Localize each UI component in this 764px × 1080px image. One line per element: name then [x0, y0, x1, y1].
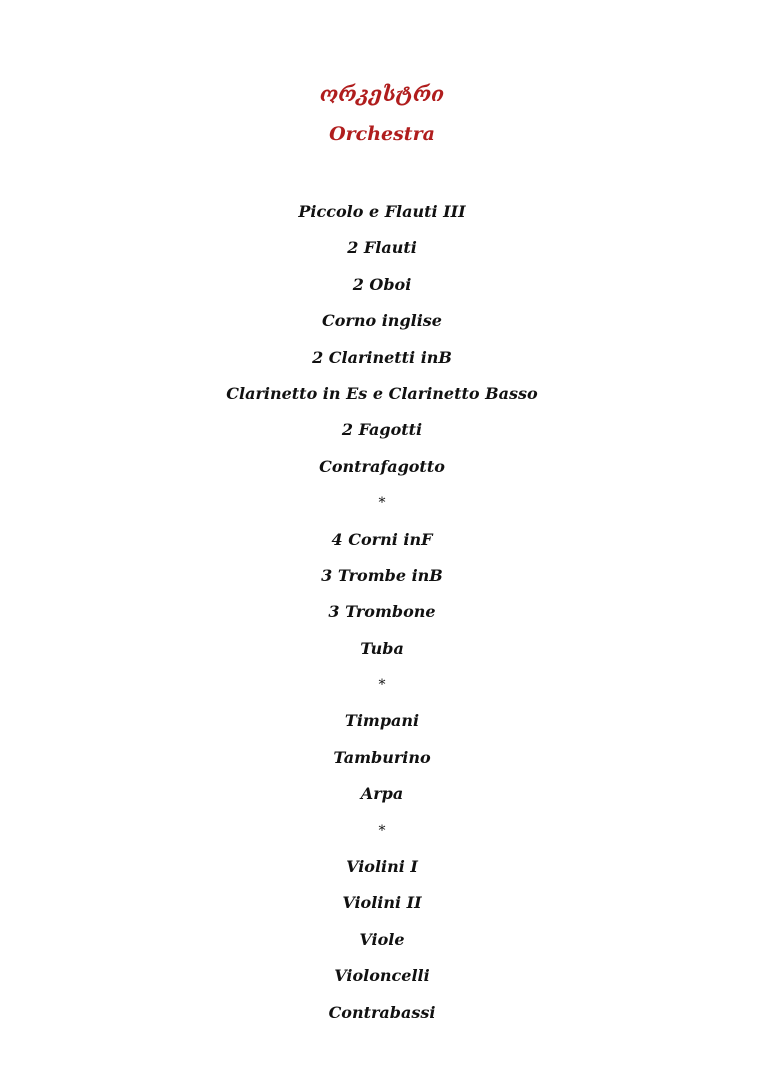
instrument-item: Tuba	[360, 638, 404, 658]
section-separator: *	[378, 822, 386, 839]
instrument-item: 3 Trombe inB	[321, 565, 443, 585]
instrument-item: Contrabassi	[328, 1002, 436, 1022]
instrument-item: 3 Trombone	[328, 602, 436, 622]
instrument-item: 2 Flauti	[347, 238, 417, 258]
section-separator: *	[378, 495, 386, 512]
instrument-item: 2 Oboi	[352, 274, 412, 294]
instrument-item: 4 Corni inF	[331, 529, 433, 549]
instrument-item: Timpani	[344, 711, 420, 731]
instrument-item: Violini II	[342, 893, 422, 913]
instrument-item: Violini I	[346, 857, 418, 877]
title-georgian: ორკესტრი	[319, 81, 445, 106]
instrument-item: 2 Fagotti	[341, 420, 423, 440]
instrument-item: Piccolo e Flauti III	[298, 202, 466, 221]
instrument-item: Contrafagotto	[319, 456, 445, 476]
instrument-item: Tamburino	[333, 747, 431, 767]
instrument-item: Corno inglise	[322, 311, 442, 331]
instrument-list	[0, 196, 764, 1033]
section-separator: *	[378, 677, 386, 694]
instrument-item: Viole	[359, 929, 405, 949]
instrument-item: 2 Clarinetti inB	[312, 347, 452, 367]
title-english: Orchestra	[329, 123, 435, 145]
instrument-item: Clarinetto in Es e Clarinetto Basso	[226, 383, 538, 403]
instrument-item: Violoncelli	[334, 966, 430, 986]
instrument-item: Arpa	[360, 784, 404, 804]
